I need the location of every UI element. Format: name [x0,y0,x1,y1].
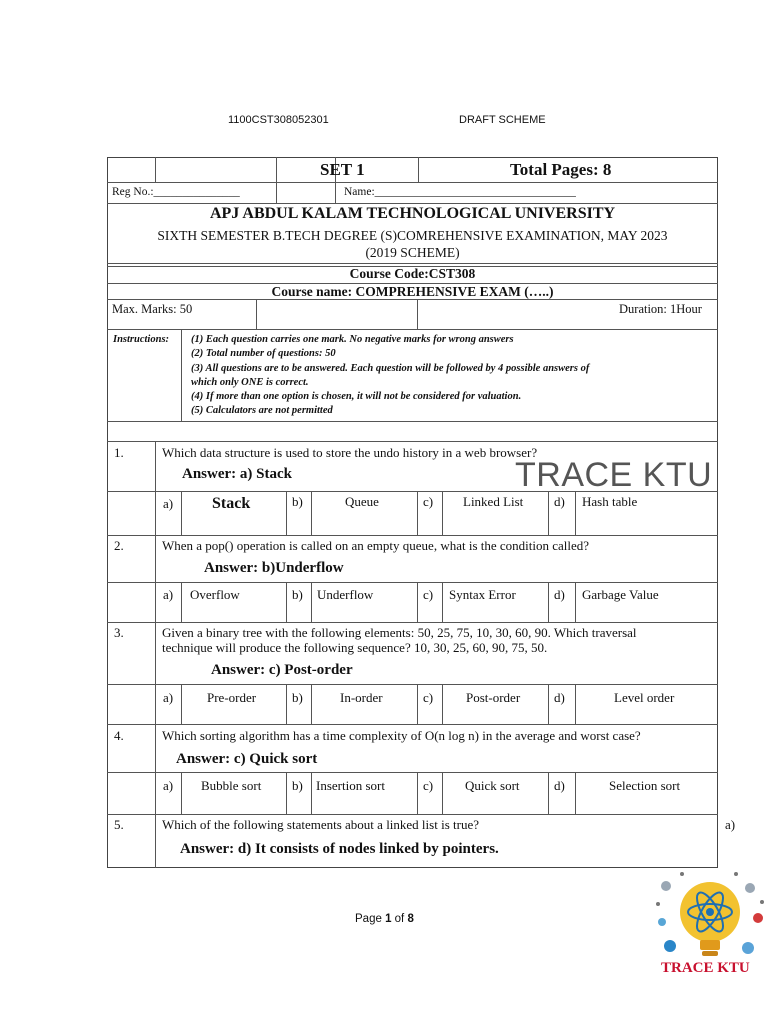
question-text: Which sorting algorithm has a time complexity of O(n log n) in the average and worst case? [162,728,641,743]
rule [107,441,718,442]
page-number: 1 [385,913,392,925]
rule [107,329,718,330]
rule [107,724,718,725]
name-field: Name:___________________________________ [344,186,576,198]
page-prefix: Page [355,913,386,925]
option-value: Quick sort [465,778,520,793]
option-value: Stack [212,495,251,512]
option-key: a) [163,690,174,705]
page-mid: of [391,913,408,925]
option-key: c) [423,587,434,602]
option-key: d) [554,690,565,705]
draft-scheme-label: DRAFT SCHEME [459,114,546,126]
option-value: Underflow [317,587,374,602]
option-key: d) [554,587,565,602]
instruction-line: (1) Each question carries one mark. No negative marks for wrong answers [191,334,514,345]
question-text: Given a binary tree with the following elements: 50, 25, 75, 10, 30, 60, 90. Which traversal [162,625,637,640]
option-value: Level order [614,690,675,705]
question-number: 5. [114,817,124,832]
rule [107,263,718,264]
option-key: c) [423,778,434,793]
rule [107,684,718,685]
rule [107,582,718,583]
logo-text: TRACE KTU [661,960,750,976]
course-name: Course name: COMPREHENSIVE EXAM (…..) [271,284,554,299]
question-text: Which data structure is used to store the undo history in a web browser? [162,445,538,460]
option-value: Overflow [190,587,240,602]
option-key: a) [163,778,174,793]
rule [107,203,718,204]
answer-text: Answer: c) Quick sort [176,751,318,767]
option-key: d) [554,494,565,509]
rule [107,772,718,773]
instructions-label: Instructions: [113,334,170,345]
option-value: Hash table [582,494,638,509]
page-total: 8 [407,913,414,925]
option-value: Insertion sort [316,778,385,793]
answer-text: Answer: c) Post-order [211,662,353,678]
option-value: Post-order [466,690,521,705]
instruction-line: (5) Calculators are not permitted [191,405,333,416]
option-value: Queue [345,494,379,509]
option-key: b) [292,587,303,602]
university-title: APJ ABDUL KALAM TECHNOLOGICAL UNIVERSITY [209,205,616,222]
question-number: 3. [114,625,124,640]
instruction-line: which only ONE is correct. [191,377,309,388]
option-value: Linked List [463,494,524,509]
rule [107,535,718,536]
question-number: 1. [114,445,124,460]
question-number: 2. [114,538,124,553]
option-value: Selection sort [609,778,681,793]
rule [107,622,718,623]
option-key: d) [554,778,565,793]
question-number: 4. [114,728,124,743]
option-key: a) [163,587,174,602]
option-key: c) [423,690,434,705]
set-label: SET 1 [320,160,365,179]
reg-no-field: Reg No.:_______________ [112,186,240,198]
instruction-line: (4) If more than one option is chosen, it will not be considered for valuation. [191,391,522,402]
duration: Duration: 1Hour [619,302,702,316]
document-id: 1100CST308052301 [228,114,329,126]
option-key: b) [292,690,303,705]
rule [107,182,718,183]
exam-scheme: (2019 SCHEME) [365,245,460,260]
option-key: a) [725,817,736,832]
option-key: c) [423,494,434,509]
answer-text: Answer: b)Underflow [204,560,344,576]
rule [107,814,718,815]
option-key: a) [163,496,174,511]
question-text: When a pop() operation is called on an empty queue, what is the condition called? [162,538,590,553]
instruction-line: (2) Total number of questions: 50 [191,348,336,359]
rule [107,421,718,422]
option-key: b) [292,778,303,793]
max-marks: Max. Marks: 50 [112,302,193,316]
total-pages: Total Pages: 8 [510,160,612,179]
page-indicator [355,913,414,925]
option-value: Bubble sort [201,778,262,793]
course-code: Course Code:CST308 [349,266,476,281]
answer-text: Answer: a) Stack [182,466,292,482]
exam-title: SIXTH SEMESTER B.TECH DEGREE (S)COMREHENSIVE EXAMINATION, MAY 2023 [157,228,668,243]
answer-text: Answer: d) It consists of nodes linked by pointers. [180,841,499,857]
watermark: TRACE KTU [515,456,713,494]
option-value: Pre-order [207,690,257,705]
option-value: Garbage Value [582,587,659,602]
question-text: Which of the following statements about a linked list is true? [162,817,479,832]
option-value: In-order [340,690,383,705]
question-text: technique will produce the following sequence? 10, 30, 25, 60, 90, 75, 50. [162,640,548,655]
option-key: b) [292,494,303,509]
option-value: Syntax Error [449,587,516,602]
instruction-line: (3) All questions are to be answered. Each question will be followed by 4 possible answers of [191,363,590,374]
